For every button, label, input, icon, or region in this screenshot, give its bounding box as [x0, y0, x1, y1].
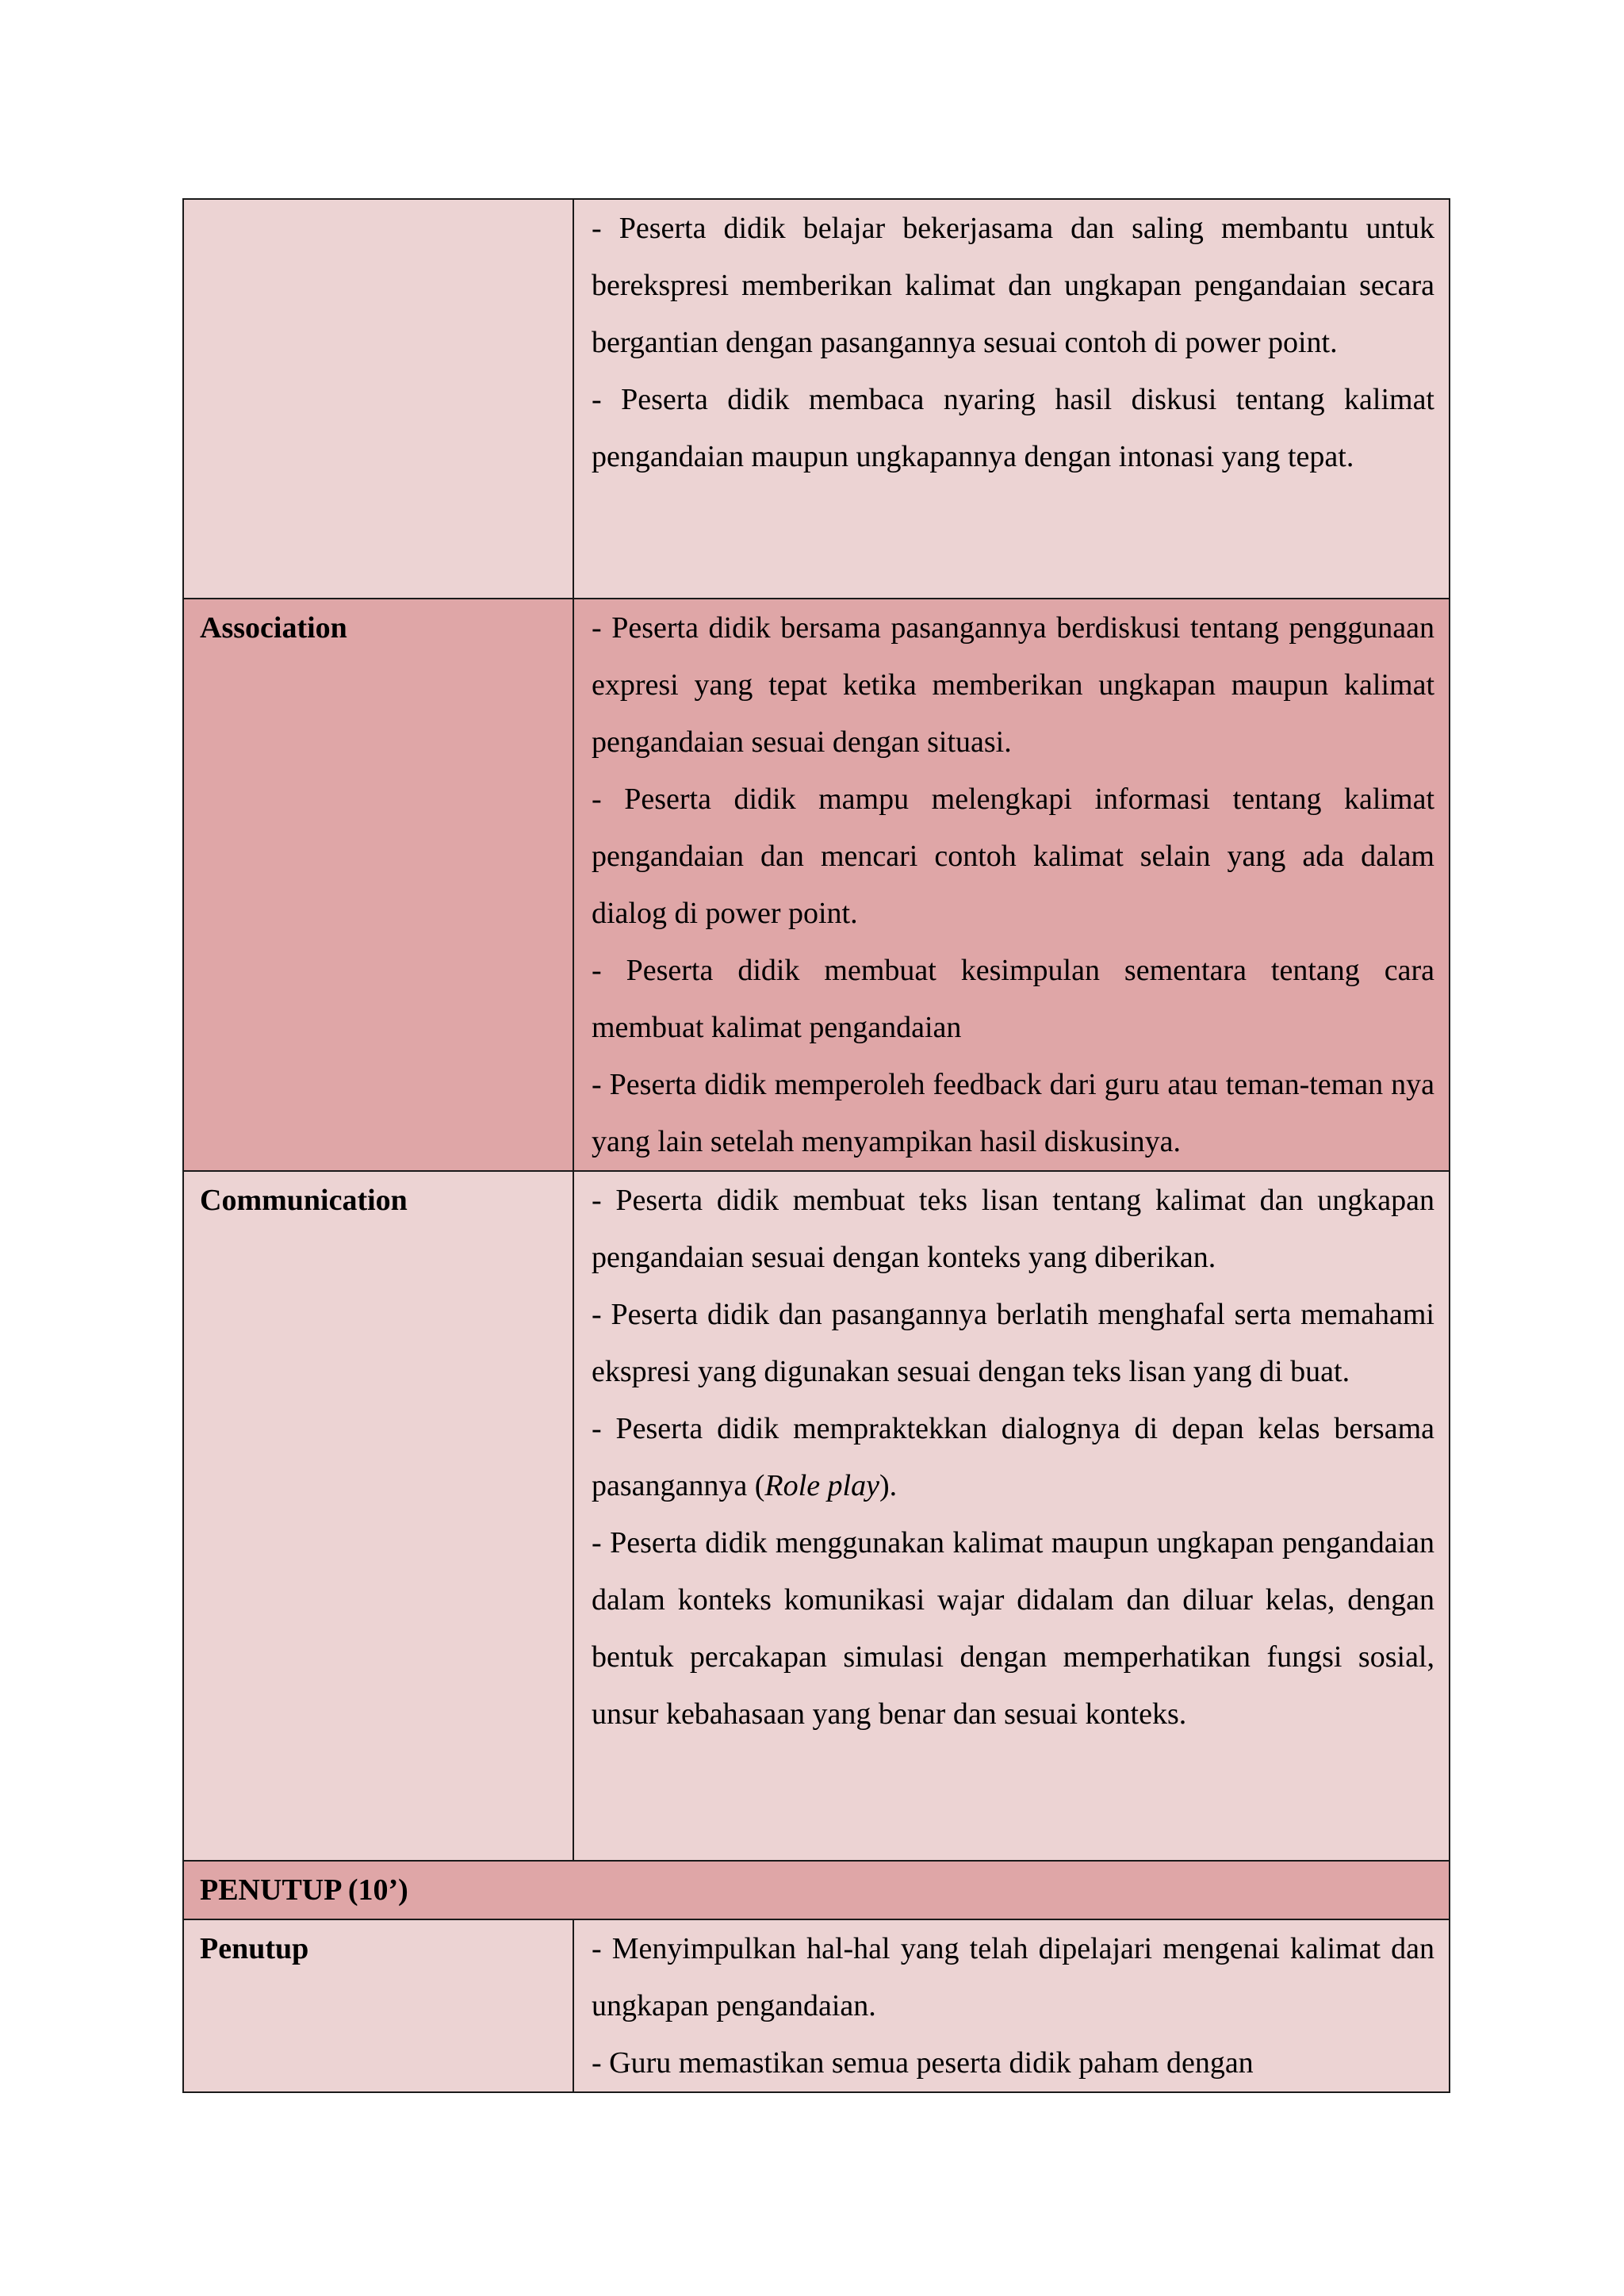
activity-paragraph: - Peserta didik belajar bekerjasama dan saling membantu untuk berekspresi memberikan kalimat dan ungkapan pengandaian secara bergantian dengan pasangannya sesuai contoh di power point.	[592, 212, 1434, 359]
row-label-communication: Communication	[200, 1184, 408, 1217]
lesson-plan-table	[182, 198, 1450, 2093]
role-play-open: (	[747, 1469, 765, 1502]
label-cell	[183, 1171, 573, 1861]
row-label-penutup: Penutup	[200, 1932, 309, 1965]
activity-paragraph: - Peserta didik membuat teks lisan tentang kalimat dan ungkapan pengandaian sesuai dengan konteks yang diberikan.	[592, 1184, 1434, 1274]
table-row-association	[183, 599, 1450, 1171]
content-cell	[573, 1919, 1450, 2092]
table-row-penutup	[183, 1919, 1450, 2092]
activity-paragraph: - Menyimpulkan hal-hal yang telah dipelajari mengenai kalimat dan ungkapan pengandaian.	[592, 1932, 1434, 2022]
activity-paragraph: - Guru memastikan semua peserta didik paham dengan	[592, 2046, 1254, 2080]
role-play-text: - Peserta didik mempraktekkan dialognya di depan kelas bersama pasangannya	[592, 1412, 1434, 1502]
role-play-italic: Role play	[764, 1469, 879, 1502]
label-cell-empty	[183, 199, 573, 599]
activity-paragraph: - Peserta didik menggunakan kalimat maupun ungkapan pengandaian dalam konteks komunikasi wajar didalam dan diluar kelas, dengan bentuk percakapan simulasi dengan memperhatikan fungsi sosial, unsur kebahasaan yang benar dan sesuai konteks.	[592, 1526, 1434, 1731]
role-play-close: ).	[879, 1469, 898, 1502]
activity-paragraph: - Peserta didik memperoleh feedback dari guru atau teman-teman nya yang lain setelah menyampikan hasil diskusinya.	[592, 1068, 1434, 1158]
table-row-penutup-header	[183, 1861, 1450, 1919]
section-header-penutup: PENUTUP (10’)	[200, 1873, 408, 1907]
activity-paragraph-role-play	[592, 1400, 1434, 1514]
activity-paragraph: - Peserta didik membuat kesimpulan sementara tentang cara membuat kalimat pengandaian	[592, 954, 1434, 1044]
content-cell	[573, 1171, 1450, 1861]
activity-paragraph: - Peserta didik dan pasangannya berlatih menghafal serta memahami ekspresi yang digunakan sesuai dengan teks lisan yang di buat.	[592, 1298, 1434, 1388]
activity-paragraph: - Peserta didik bersama pasangannya berdiskusi tentang penggunaan expresi yang tepat ketika memberikan ungkapan maupun kalimat pengandaian sesuai dengan situasi.	[592, 611, 1434, 759]
content-cell	[573, 199, 1450, 599]
row-label-association: Association	[200, 611, 347, 645]
activity-paragraph: - Peserta didik mampu melengkapi informasi tentang kalimat pengandaian dan mencari contoh kalimat selain yang ada dalam dialog di power point.	[592, 783, 1434, 930]
label-cell	[183, 1919, 573, 2092]
table-row-continued	[183, 199, 1450, 599]
section-header-cell	[183, 1861, 1450, 1919]
content-cell	[573, 599, 1450, 1171]
table-row-communication	[183, 1171, 1450, 1861]
label-cell	[183, 599, 573, 1171]
activity-paragraph: - Peserta didik membaca nyaring hasil diskusi tentang kalimat pengandaian maupun ungkapannya dengan intonasi yang tepat.	[592, 383, 1434, 473]
